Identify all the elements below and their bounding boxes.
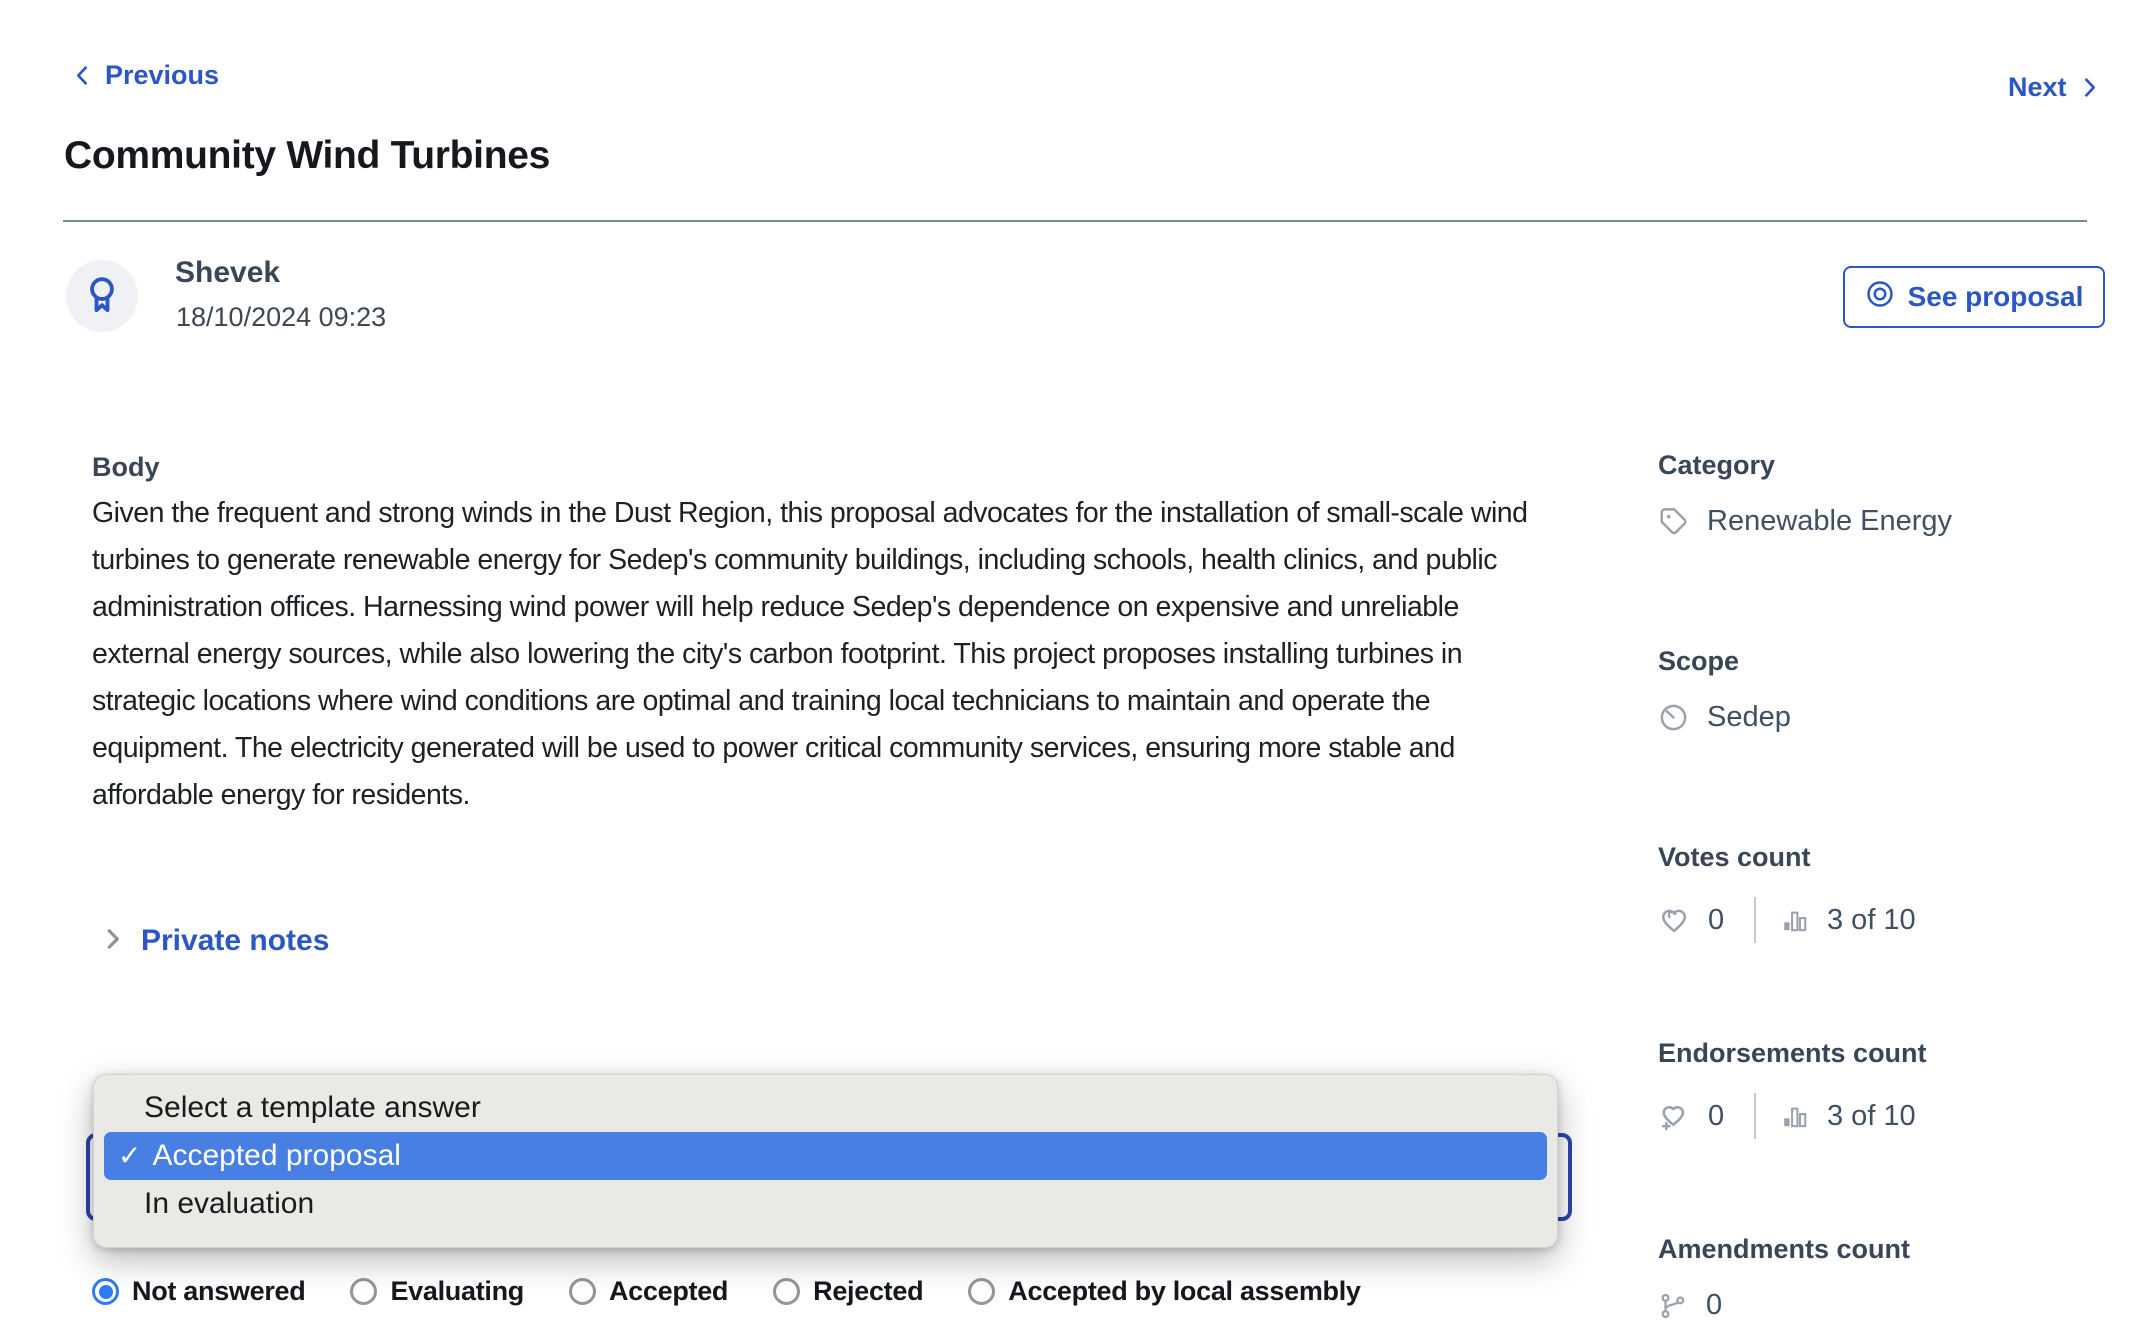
category-heading: Category xyxy=(1658,450,1776,480)
sidebar-section-scope xyxy=(1658,646,2118,734)
previous-label: Previous xyxy=(105,60,220,90)
votes-count-heading: Votes count xyxy=(1658,842,1811,872)
dropdown-option-label: Select a template answer xyxy=(144,1091,481,1124)
radio-button[interactable] xyxy=(569,1278,596,1305)
vertical-divider xyxy=(1754,897,1756,943)
scope-value: Sedep xyxy=(1707,701,1791,733)
eye-icon xyxy=(1865,279,1895,316)
radio-label: Accepted xyxy=(608,1276,729,1306)
body-label: Body xyxy=(92,452,160,482)
dropdown-option-placeholder[interactable] xyxy=(94,1084,1557,1132)
award-ribbon-icon xyxy=(80,272,124,321)
radio-label: Rejected xyxy=(813,1276,924,1306)
votes-progress: 3 of 10 xyxy=(1827,903,1916,936)
dropdown-option-label: In evaluation xyxy=(144,1187,315,1220)
see-proposal-label: See proposal xyxy=(1907,281,2084,312)
vertical-divider xyxy=(1754,1093,1756,1139)
radio-button[interactable] xyxy=(968,1278,995,1305)
radio-button[interactable] xyxy=(773,1278,800,1305)
endorsements-count-heading: Endorsements count xyxy=(1658,1038,1927,1068)
radio-rejected[interactable] xyxy=(773,1276,923,1307)
proposal-body-text: Given the frequent and strong winds in the Dust Region, this proposal advocates for the installation of small-scale wind turbines to generate renewable energy for Sedep's community buildings, including schools, health clinics, and public administration offices. Harnessing wind power will help reduce Sedep's dependence on expensive and unreliable external energy sources, while also lowering the city's carbon footprint. This project proposes installing turbines in strategic locations where wind conditions are optimal and training local technicians to maintain and operate the equipment. The electricity generated will be used to power critical community services, ensuring more stable and affordable energy for residents. xyxy=(92,497,1528,811)
radio-button[interactable] xyxy=(350,1278,377,1305)
dropdown-option-accepted-proposal[interactable] xyxy=(104,1132,1547,1180)
see-proposal-button[interactable] xyxy=(1843,266,2105,328)
sidebar-section-votes xyxy=(1658,842,2118,943)
endorsements-progress: 3 of 10 xyxy=(1827,1099,1916,1132)
previous-link[interactable] xyxy=(70,60,219,91)
dropdown-option-in-evaluation[interactable] xyxy=(94,1180,1557,1228)
private-notes-label: Private notes xyxy=(141,924,330,957)
template-answer-dropdown xyxy=(93,1074,1558,1248)
avatar xyxy=(66,260,138,332)
radio-evaluating[interactable] xyxy=(350,1276,524,1307)
amendments-count-heading: Amendments count xyxy=(1658,1234,1911,1264)
chevron-right-icon xyxy=(100,926,126,957)
git-branch-icon xyxy=(1658,1291,1688,1321)
price-tag-icon xyxy=(1658,506,1689,537)
sidebar-section-endorsements xyxy=(1658,1038,2118,1139)
heart-plus-icon xyxy=(1658,1100,1690,1132)
amendments-count-value: 0 xyxy=(1706,1289,1723,1321)
sidebar-section-amendments xyxy=(1658,1234,2118,1322)
category-value: Renewable Energy xyxy=(1707,505,1953,537)
endorsements-count-value: 0 xyxy=(1708,1099,1725,1132)
scope-heading: Scope xyxy=(1658,646,1740,676)
title-divider xyxy=(63,220,2087,222)
radio-label: Accepted by local assembly xyxy=(1008,1276,1361,1306)
heart-swirl-icon xyxy=(1658,904,1690,936)
private-notes-toggle[interactable] xyxy=(100,924,329,958)
bar-chart-icon xyxy=(1780,1102,1809,1131)
radio-button[interactable] xyxy=(92,1278,119,1305)
radio-not-answered[interactable] xyxy=(92,1276,305,1307)
sidebar-section-category xyxy=(1658,450,2118,538)
page-title: Community Wind Turbines xyxy=(64,134,551,177)
chevron-right-icon xyxy=(2077,75,2102,100)
check-icon: ✓ xyxy=(118,1140,142,1171)
next-link[interactable] xyxy=(2008,72,2102,103)
dropdown-option-label: Accepted proposal xyxy=(152,1139,401,1172)
radio-accepted-by-local-assembly[interactable] xyxy=(968,1276,1360,1307)
votes-count-value: 0 xyxy=(1708,903,1725,936)
answer-status-radio-group xyxy=(92,1276,1361,1307)
radio-accepted[interactable] xyxy=(569,1276,728,1307)
radio-label: Not answered xyxy=(132,1276,306,1306)
chevron-left-icon xyxy=(70,63,95,88)
author-timestamp: 18/10/2024 09:23 xyxy=(176,302,387,332)
author-name: Shevek xyxy=(175,256,281,289)
scope-icon xyxy=(1658,702,1689,733)
radio-label: Evaluating xyxy=(390,1276,524,1306)
bar-chart-icon xyxy=(1780,906,1809,935)
next-label: Next xyxy=(2008,72,2067,102)
